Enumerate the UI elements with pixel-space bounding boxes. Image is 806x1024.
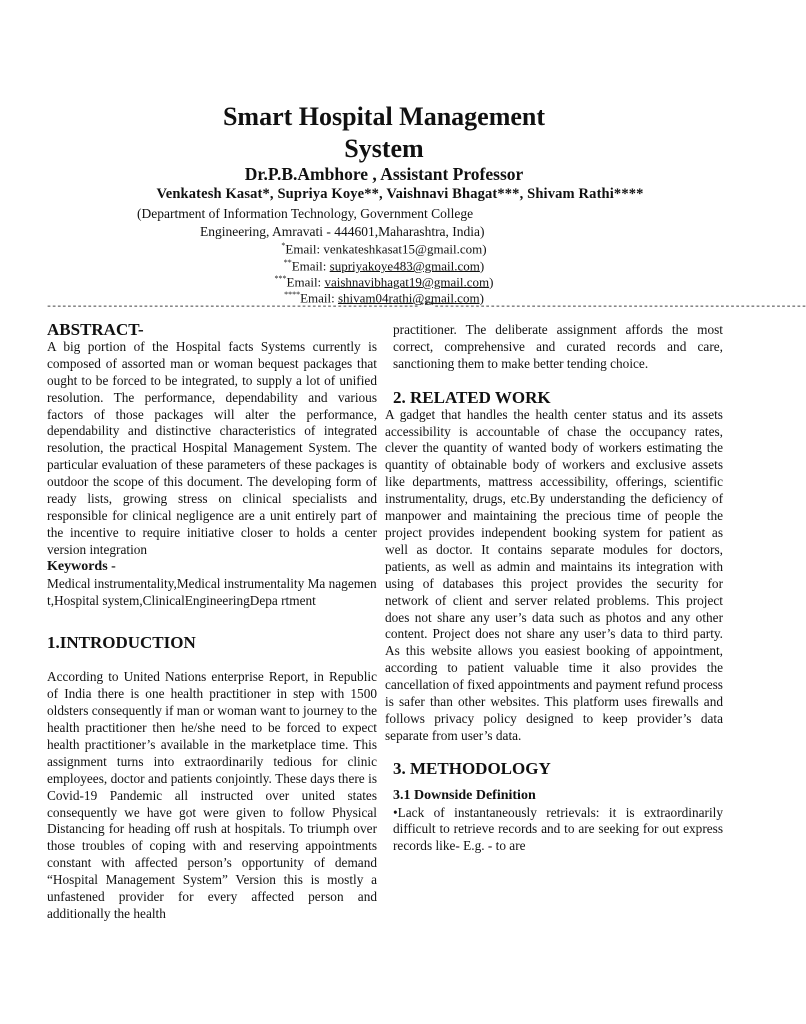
email-mark: * xyxy=(281,241,286,250)
email-line xyxy=(0,258,768,274)
paper-title-line1: Smart Hospital Management xyxy=(222,102,546,131)
email-mark: ** xyxy=(283,258,292,267)
keywords-heading: Keywords - xyxy=(47,558,116,574)
email-close: ) xyxy=(489,274,494,290)
subsection-text: •Lack of instantaneously retrievals: it is extraordinarily difficult to retrieve records and to are seeking for out express records like- E.g. - to are xyxy=(393,804,723,854)
email-mark: **** xyxy=(284,290,301,299)
introduction-continued-text: practitioner. The deliberate assignment affords the most correct, comprehensive and curated records and care, sanctioning them to make better tending choice. xyxy=(393,322,723,371)
email-label: Email: xyxy=(285,241,324,257)
right-column xyxy=(385,322,723,855)
email-line xyxy=(0,274,768,290)
email-close: ) xyxy=(479,258,485,274)
abstract-text: A big portion of the Hospital facts Systems currently is composed of assorted man or woman bequest packages that ought to be forced to be integrated, to supply a lot of unified resolution. The performance, dependability and various factors of those packages will alter the performance, dependability and distinctive characteristics of integrated resolution, the practical Hospital Management System. The particular evaluation of these parameters of these packages is outdoor the scope of this document. The developing form of ready lists, growing stress on clinical specialists and responsible for clinical negligence are a unit entirely part of the incentive to require initiative closer to holds a center version integration xyxy=(47,338,377,557)
keywords-text: Medical instrumentality,Medical instrumentality Ma nagement,Hospital system,ClinicalEngineeringDepa rtment xyxy=(47,575,377,608)
affiliation-line2: Engineering, Amravati - 444601,Maharashtra, India) xyxy=(200,224,485,239)
left-column xyxy=(47,322,377,923)
email-label: Email: xyxy=(300,290,338,306)
email-address: venkateshkasat15@gmail.com xyxy=(323,241,483,257)
email-mark: *** xyxy=(274,274,287,283)
email-link[interactable]: supriyakoye483@gmail.com xyxy=(329,258,480,274)
section-separator: -------------------------------------------------------------------------***------------------------------------------------------------------------- xyxy=(46,302,806,313)
abstract-heading: ABSTRACT- xyxy=(47,320,144,339)
email-close: ) xyxy=(479,290,484,306)
methodology-heading: 3. METHODOLOGY xyxy=(393,758,551,778)
email-label: Email: xyxy=(291,258,330,274)
related-work-text: A gadget that handles the health center status and its assets accessibility is accountable of chase the occupancy rates, clever the quantity of wanted body of workers estimating the quantity of obtainable body of workers and exclusive assets like departments, mattress accessibility, offerings, scientific instrumentality, drugs, etc.By understanding the deficiency of manpower and maintaining the precious time of people the project provides independent booking system for patient as well as doctor. It contains separate modules for doctors, patients, as well as admin and maintains its integration with using of databases this project provides the security for network of client and server related problems. This project does not share any user’s data such as photos and any other content. Project does not share any user’s data to third party. As this website allows you easiest booking of appointment, according to patient valuable time it also provides the cancellation of fixed appointments and payment refund process is safer than other websites. This platform uses firewalls and follows privacy policy designed to keep provider’s data separate from user’s data. xyxy=(385,406,723,743)
author-names: Venkatesh Kasat*, Supriya Koye**, Vaishnavi Bhagat***, Shivam Rathi**** xyxy=(156,186,644,202)
paper-title-line2: System xyxy=(344,134,424,163)
email-link[interactable]: shivam04rathi@gmail.com xyxy=(337,290,480,306)
supervising-author: Dr.P.B.Ambhore , Assistant Professor xyxy=(244,164,524,184)
email-link[interactable]: vaishnavibhagat19@gmail.com xyxy=(324,274,490,290)
subsection-heading: 3.1 Downside Definition xyxy=(393,787,536,803)
introduction-heading: 1.INTRODUCTION xyxy=(47,633,196,653)
email-label: Email: xyxy=(286,274,325,290)
affiliation-line1: (Department of Information Technology, Government College xyxy=(137,206,474,221)
paper-title xyxy=(120,101,648,165)
email-line xyxy=(0,241,768,257)
related-work-heading: 2. RELATED WORK xyxy=(393,387,551,407)
introduction-text: According to United Nations enterprise Report, in Republic of India there is one health practitioner in step with 1500 oldsters consequently if man or woman want to journey to the health practitioner then he/she need to be forced to expect health practitioner’s available in the marketplace time. This assignment turns into extraordinarily tedious for clinic employees, doctor and patients conjointly. These days there is Covid-19 Pandemic all instructed over united states consequently we have got were given to follow Physical Distancing for heading off rush at hospitals. To triumph over those troubles of coping with and reserving appointments constant with affected person’s opportunity of demand “Hospital Management System” Version this is mostly a unfastened provider for every affected person and additionally the health xyxy=(47,669,377,921)
email-close: ) xyxy=(482,241,487,257)
